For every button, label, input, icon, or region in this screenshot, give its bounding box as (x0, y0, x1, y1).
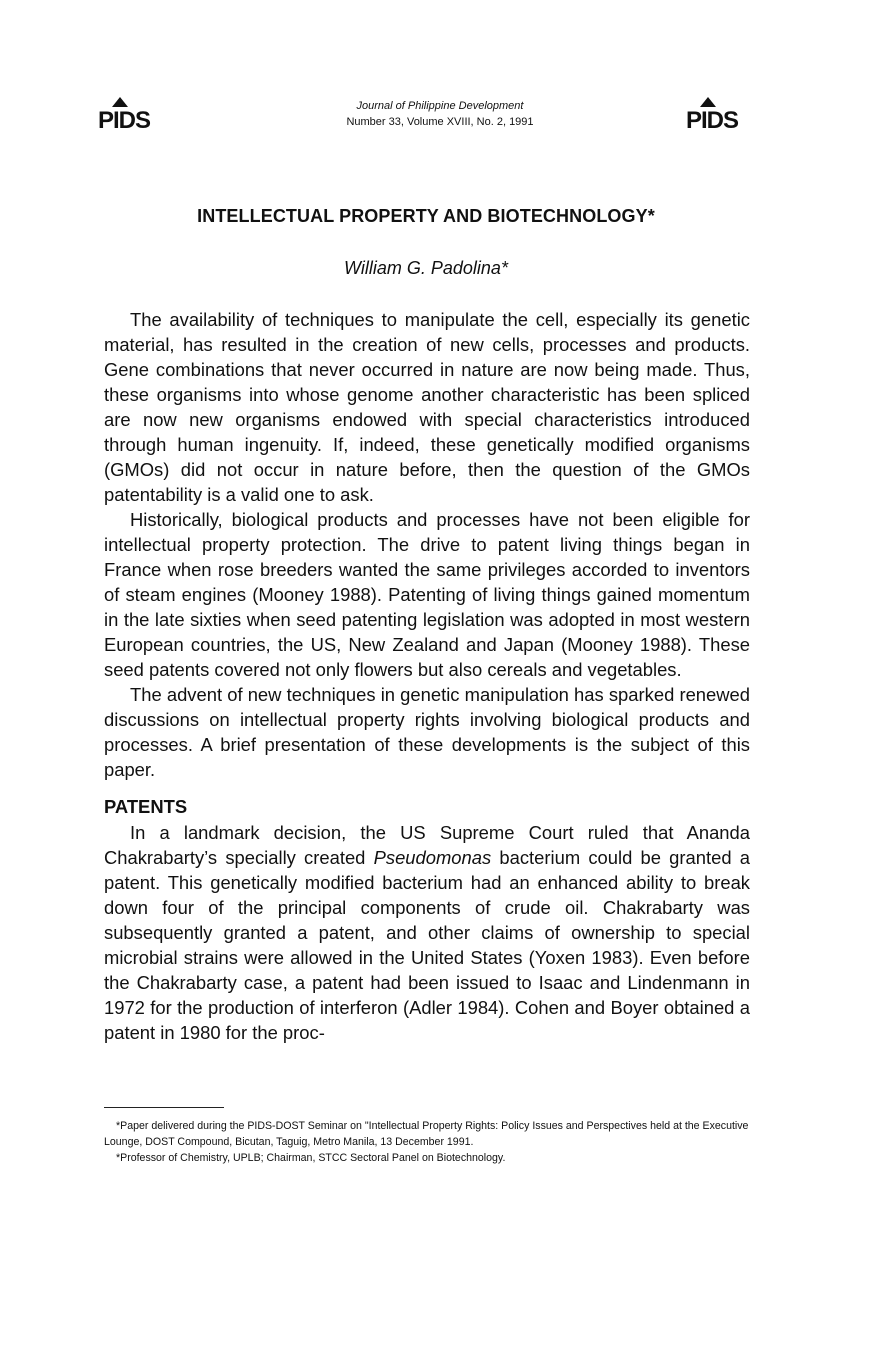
paragraph-patents (104, 820, 750, 1045)
footnote-1: *Paper delivered during the PIDS-DOST Seminar on "Intellectual Property Rights: Policy Issues and Perspectives held at the Executive Lounge, DOST Compound, Bicutan, Taguig, Metro Manila, 13 December 1991. (104, 1120, 749, 1148)
footnote-2: *Professor of Chemistry, UPLB; Chairman, STCC Sectoral Panel on Biotechnology. (116, 1152, 506, 1164)
paper-title: INTELLECTUAL PROPERTY AND BIOTECHNOLOGY* (197, 206, 655, 226)
patents-text-end: bacterium could be granted a patent. This genetically modified bacterium had an enhanced ability to break down four of the principal components of crude oil. Chakrabarty was subsequently granted a patent, and other claims of ownership to special microbial strains were allowed in the United States (Yoxen 1983). Even before the Chakrabarty case, a patent had been issued to Isaac and Lindenmann in 1972 for the production of interferon (Adler 1984). Cohen and Boyer obtained a patent in 1980 for the proc- (104, 847, 750, 1043)
section-heading-patents: PATENTS (104, 796, 188, 817)
paragraph-history: Historically, biological products and processes have not been eligible for intellectual property protection. The drive to patent living things began in France when rose breeders wanted the same privileges accorded to inventors of steam engines (Mooney 1988). Patenting of living things gained momentum in the late sixties when seed patenting legislation was adopted in most western European countries, the US, New Zealand and Japan (Mooney 1988). These seed patents covered not only flowers but also cereals and vegetables. (104, 509, 750, 680)
paper-author: William G. Padolina* (344, 258, 508, 278)
article-body (104, 307, 750, 1045)
journal-header (270, 98, 610, 130)
footnote-divider (104, 1107, 224, 1108)
journal-name: Journal of Philippine Development (356, 100, 524, 112)
svg-text:PIDS: PIDS (686, 107, 739, 132)
pids-logo-icon (686, 96, 756, 132)
footnotes (104, 1118, 750, 1166)
patents-text-start: In a landmark decision, the US Supreme Court ruled that Ananda Chakrabarty’s specially created (104, 822, 750, 868)
svg-text:PIDS: PIDS (98, 107, 151, 132)
journal-issue: Number 33, Volume XVIII, No. 2, 1991 (346, 116, 534, 128)
pids-logo-left (98, 96, 168, 132)
paragraph-intro: The availability of techniques to manipulate the cell, especially its genetic material, has resulted in the creation of new cells, processes and products. Gene combinations that never occurred in nature are now being made. Thus, these organisms into whose genome another characteristic has been spliced are now new organisms endowed with special characteristics introduced through human ingenuity. If, indeed, these genetically modified organisms (GMOs) did not occur in nature before, then the question of the GMOs patentability is a valid one to ask. (104, 309, 750, 505)
pids-logo-right (686, 96, 756, 132)
patents-italic-term: Pseudomonas (373, 847, 492, 868)
paragraph-advent: The advent of new techniques in genetic manipulation has sparked renewed discussions on intellectual property rights involving biological products and processes. A brief presentation of these developments is the subject of this paper. (104, 684, 750, 780)
pids-logo-icon (98, 96, 168, 132)
